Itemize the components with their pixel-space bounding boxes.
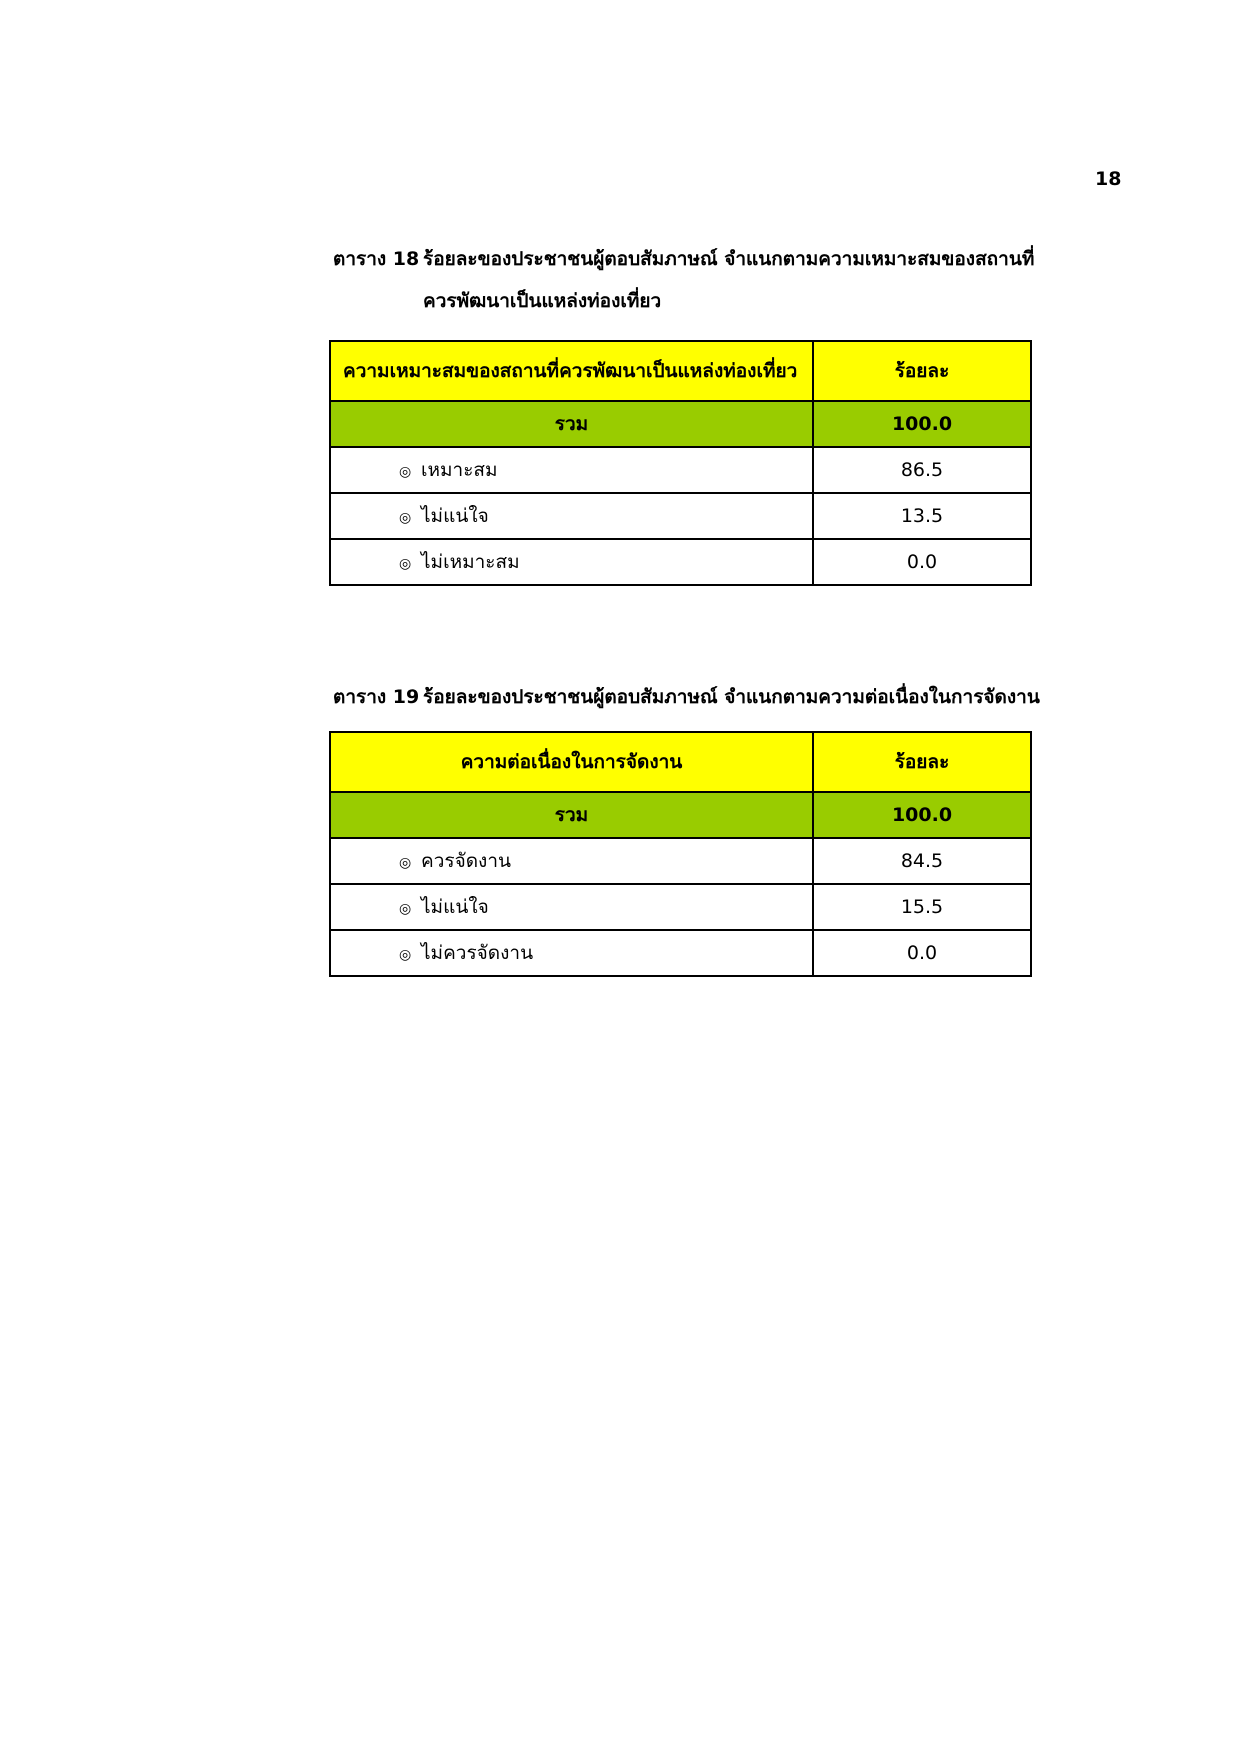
row-label: เหมาะสม [421,459,498,481]
table19-header-col1: ความต่อเนื่องในการจัดงาน [330,732,813,792]
row-value: 0.0 [813,539,1031,585]
table-row [330,539,1031,585]
bullet-icon: ◎ [399,510,412,526]
table19-caption [333,676,1133,718]
row-label: ไม่เหมาะสม [421,551,520,573]
table19 [329,731,1032,977]
table18-total-label: รวม [330,401,813,447]
table18-caption [333,238,1133,322]
bullet-icon: ◎ [399,556,412,572]
row-value: 15.5 [813,884,1031,930]
table18-header-col2: ร้อยละ [813,341,1031,401]
bullet-icon: ◎ [399,947,412,963]
table-row [330,930,1031,976]
table19-total-label: รวม [330,792,813,838]
row-label: ควรจัดงาน [421,850,511,872]
table19-header-row [330,732,1031,792]
table-row [330,884,1031,930]
table18-header-col1: ความเหมาะสมของสถานที่ควรพัฒนาเป็นแหล่งท่องเที่ยว [330,341,813,401]
table18-total-row [330,401,1031,447]
table-row [330,493,1031,539]
row-value: 84.5 [813,838,1031,884]
page-number: 18 [1095,168,1122,190]
row-value: 13.5 [813,493,1031,539]
table18-caption-line1: ร้อยละของประชาชนผู้ตอบสัมภาษณ์ จำแนกตามความเหมาะสมของสถานที่ [423,248,1035,270]
table18-total-value: 100.0 [813,401,1031,447]
bullet-icon: ◎ [399,901,412,917]
table18 [329,340,1032,586]
row-label: ไม่แน่ใจ [421,505,489,527]
table-row [330,447,1031,493]
table18-header-row [330,341,1031,401]
row-label: ไม่แน่ใจ [421,896,489,918]
row-value: 0.0 [813,930,1031,976]
table19-total-row [330,792,1031,838]
row-value: 86.5 [813,447,1031,493]
bullet-icon: ◎ [399,464,412,480]
table19-caption-line1: ร้อยละของประชาชนผู้ตอบสัมภาษณ์ จำแนกตามความต่อเนื่องในการจัดงาน [423,686,1040,708]
row-label: ไม่ควรจัดงาน [421,942,534,964]
table-row [330,838,1031,884]
table19-total-value: 100.0 [813,792,1031,838]
table18-caption-line2: ควรพัฒนาเป็นแหล่งท่องเที่ยว [423,290,662,312]
table19-header-col2: ร้อยละ [813,732,1031,792]
table18-caption-label: ตาราง 18 [333,248,420,270]
bullet-icon: ◎ [399,855,412,871]
table19-caption-label: ตาราง 19 [333,686,420,708]
